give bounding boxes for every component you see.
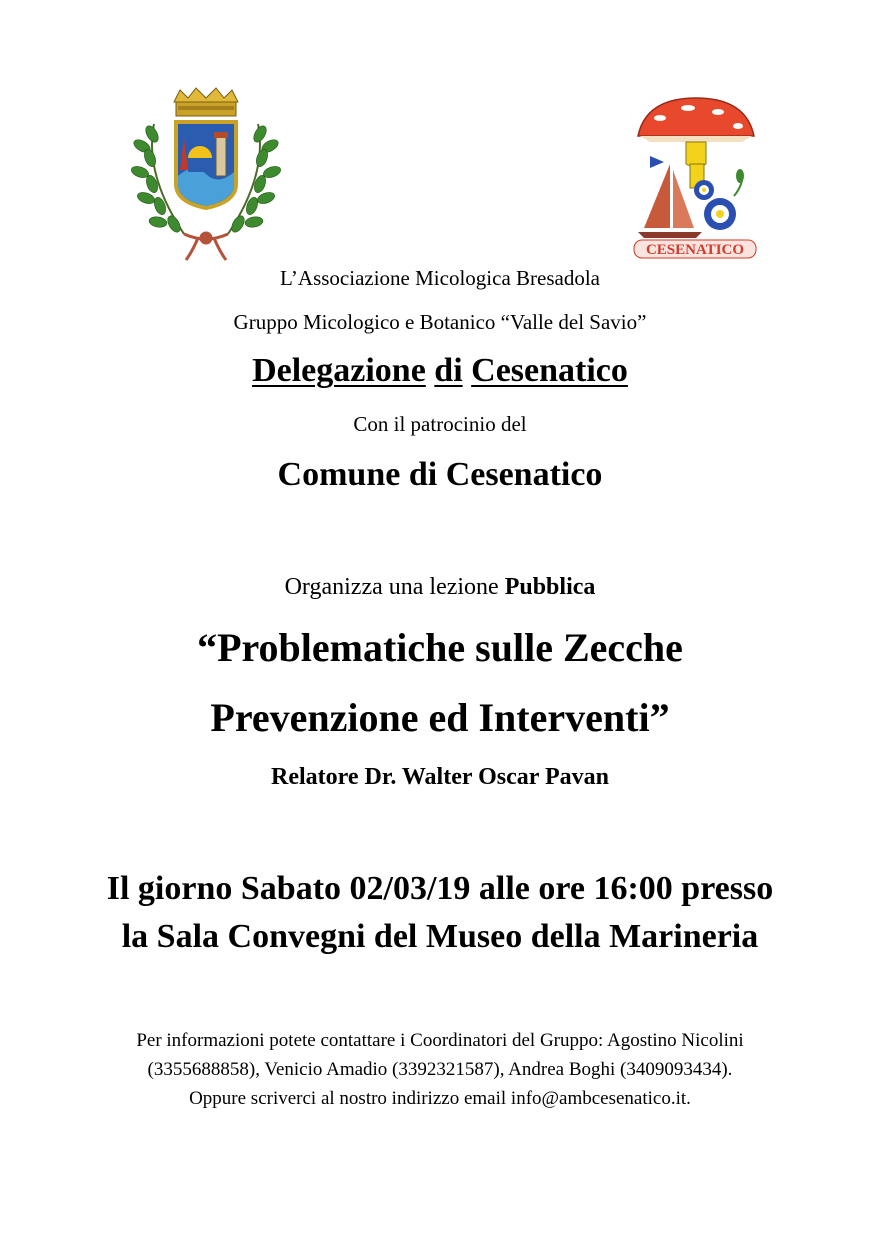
contact-line-2: (3355688858), Venicio Amadio (3392321587), Andrea Boghi (3409093434). [147, 1059, 733, 1080]
delegation-city: Cesenatico [471, 352, 628, 389]
delegation-preposition: di [434, 352, 463, 389]
crown-icon [174, 88, 238, 116]
event-title-line-2: Prevenzione ed Interventi” [210, 695, 670, 740]
ribbon-icon [184, 233, 228, 260]
logo-text: CESENATICO [645, 242, 745, 258]
association-name: L’Associazione Micologica Bresadola [280, 266, 600, 290]
municipality-name: Comune di Cesenatico [277, 456, 603, 493]
event-title-line-1: “Problematiche sulle Zecche [197, 625, 683, 670]
patronage-intro: Con il patrocinio del [353, 412, 527, 436]
association-logo-icon [630, 92, 760, 260]
delegation-heading [0, 352, 880, 390]
lesson-intro-bold: Pubblica [504, 574, 596, 600]
delegation-word: Delegazione [252, 352, 426, 389]
contact-line-3: Oppure scriverci al nostro indirizzo email info@ambcesenatico.it. [189, 1088, 691, 1109]
speaker: Relatore Dr. Walter Oscar Pavan [271, 764, 609, 790]
coat-of-arms-icon [114, 84, 298, 264]
lesson-intro-text: Organizza una lezione [284, 574, 499, 600]
event-location: la Sala Convegni del Museo della Marineria [121, 918, 759, 955]
event-date-time: Il giorno Sabato 02/03/19 alle ore 16:00 presso [106, 870, 774, 907]
group-name: Gruppo Micologico e Botanico “Valle del Savio” [233, 310, 647, 334]
contact-line-1: Per informazioni potete contattare i Coordinatori del Gruppo: Agostino Nicolini [136, 1030, 744, 1051]
lesson-intro [0, 574, 880, 601]
